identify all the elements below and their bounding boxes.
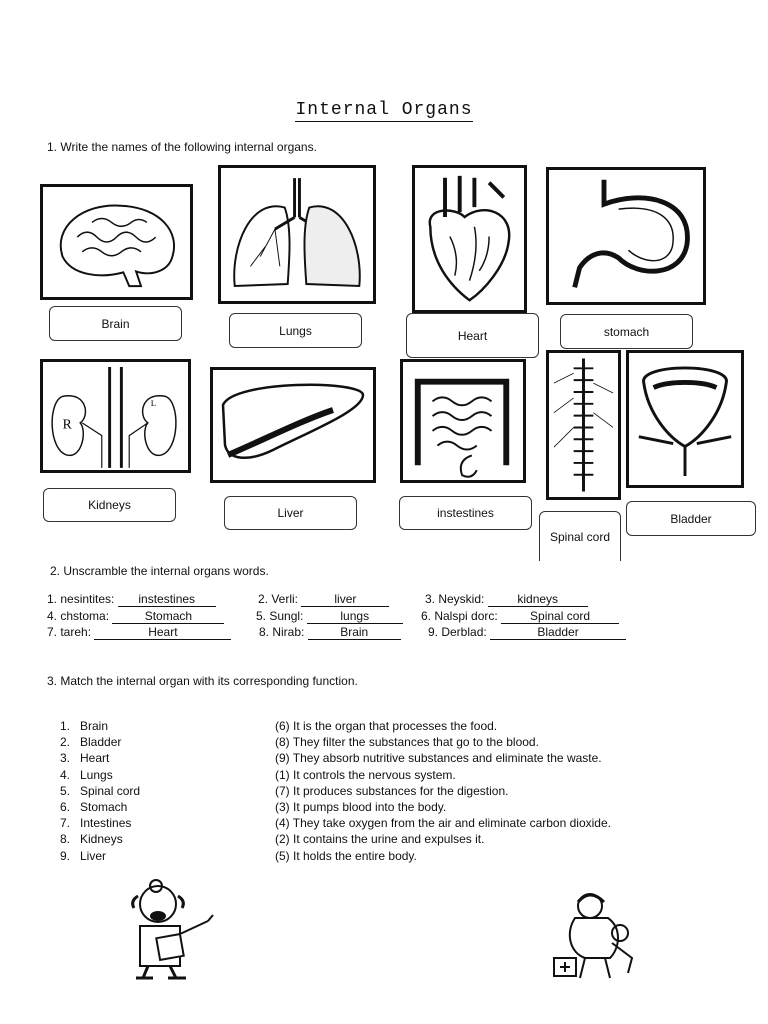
list-item: 4. Lungs xyxy=(59,767,113,782)
spinal-cord-image xyxy=(546,350,621,500)
organ-list xyxy=(48,718,248,864)
list-item: (2) It contains the urine and expulses it. xyxy=(275,832,485,847)
heart-image xyxy=(412,165,527,313)
unscramble-item: 8. Nirab: Brain xyxy=(259,625,401,640)
label-lungs: Lungs xyxy=(229,313,362,348)
label-liver: Liver xyxy=(224,496,357,530)
question-2-prompt: 2. Unscramble the internal organs words. xyxy=(50,564,269,578)
doctor-cartoon-left xyxy=(118,876,228,981)
doctor-cartoon-right xyxy=(550,888,646,984)
list-item: (1) It controls the nervous system. xyxy=(275,767,456,782)
unscramble-item: 6. Nalspi dorc: Spinal cord xyxy=(421,609,619,624)
label-bladder: Bladder xyxy=(626,501,756,536)
unscramble-item: 5. Sungl: lungs xyxy=(256,609,403,624)
bladder-image xyxy=(626,350,744,488)
list-item: 8. Kidneys xyxy=(59,832,123,847)
stomach-image xyxy=(546,167,706,305)
list-item: (9) They absorb nutritive substances and eliminate the waste. xyxy=(275,751,602,766)
list-item: (3) It pumps blood into the body. xyxy=(275,800,447,815)
unscramble-item: 9. Derblad: Bladder xyxy=(428,625,626,640)
list-item: (5) It holds the entire body. xyxy=(275,848,417,863)
list-item: 9. Liver xyxy=(59,848,107,863)
list-item: 7. Intestines xyxy=(59,816,132,831)
question-3-prompt: 3. Match the internal organ with its corresponding function. xyxy=(47,674,358,688)
label-kidneys: Kidneys xyxy=(43,488,176,522)
unscramble-item: 2. Verli: liver xyxy=(258,592,389,607)
unscramble-item: 4. chstoma: Stomach xyxy=(47,609,224,624)
label-spinal-cord: Spinal cord xyxy=(539,511,621,561)
kidneys-image xyxy=(40,359,191,473)
function-list xyxy=(275,718,695,864)
list-item: (6) It is the organ that processes the food. xyxy=(275,719,498,733)
list-item: (8) They filter the substances that go to the blood. xyxy=(275,735,539,750)
label-brain: Brain xyxy=(49,306,182,341)
lungs-image xyxy=(218,165,376,304)
list-item: 6. Stomach xyxy=(59,800,128,815)
unscramble-item: 1. nesintites: instestines xyxy=(47,592,216,607)
list-item: (4) They take oxygen from the air and eliminate carbon dioxide. xyxy=(275,816,611,831)
list-item: 1. Brain xyxy=(59,719,109,733)
list-item: (7) It produces substances for the digestion. xyxy=(275,783,509,798)
brain-image xyxy=(40,184,193,300)
unscramble-item: 7. tareh: Heart xyxy=(47,625,231,640)
label-heart: Heart xyxy=(406,313,539,358)
page-title: Internal Organs xyxy=(295,100,473,120)
kidney-left-mark: L xyxy=(150,398,157,409)
question-1-prompt: 1. Write the names of the following internal organs. xyxy=(47,140,317,154)
label-stomach: stomach xyxy=(560,314,693,349)
label-intestines: instestines xyxy=(399,496,532,530)
kidney-right-mark: R xyxy=(62,416,72,432)
liver-image xyxy=(210,367,376,483)
list-item: 3. Heart xyxy=(59,751,110,766)
list-item: 2. Bladder xyxy=(59,735,122,750)
list-item: 5. Spinal cord xyxy=(59,783,141,798)
unscramble-item: 3. Neyskid: kidneys xyxy=(425,592,588,607)
intestines-image xyxy=(400,359,526,483)
